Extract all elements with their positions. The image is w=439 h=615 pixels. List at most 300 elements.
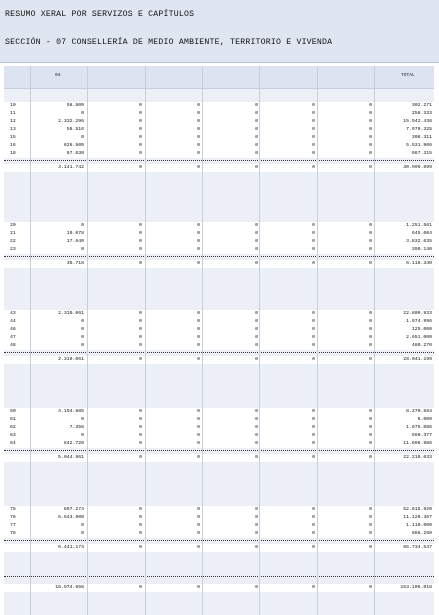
row-total-value: 15.942.438: [403, 119, 432, 124]
row-value: 0: [255, 143, 258, 148]
row-value: 5.543.900: [58, 515, 84, 520]
row-value: 0: [369, 119, 372, 124]
row-value: 0: [369, 357, 372, 362]
row-value: 0: [312, 523, 315, 528]
row-value: 0: [255, 343, 258, 348]
subtotal-row: [4, 544, 434, 552]
row-total-value: 5.000: [417, 417, 432, 422]
row-value: 0: [197, 425, 200, 430]
row-code: 10: [10, 103, 16, 108]
row-value: 0: [139, 545, 142, 550]
row-value: 0: [197, 357, 200, 362]
row-value: 0: [312, 585, 315, 590]
row-value: 0: [369, 409, 372, 414]
row-value: 0: [81, 343, 84, 348]
row-value: 0: [255, 135, 258, 140]
column-header-4: [202, 66, 260, 89]
row-value: 0: [139, 357, 142, 362]
table-row: [4, 102, 434, 110]
table-row: [4, 230, 434, 238]
row-value: 0: [197, 311, 200, 316]
row-value: 0: [312, 231, 315, 236]
row-value: 0: [139, 335, 142, 340]
row-value: 626.500: [63, 143, 84, 148]
row-total-value: 645.004: [411, 231, 432, 236]
row-value: 7.356: [69, 425, 84, 430]
row-code: 21: [10, 231, 16, 236]
row-value: 0: [139, 239, 142, 244]
table-row: [4, 142, 434, 150]
table-row: [4, 118, 434, 126]
row-value: 0: [139, 523, 142, 528]
row-value: 0: [139, 127, 142, 132]
row-value: 0: [369, 111, 372, 116]
column-divider: [202, 66, 203, 615]
row-value: 0: [139, 111, 142, 116]
row-value: 0: [312, 425, 315, 430]
row-value: 0: [255, 409, 258, 414]
subtotal-row: [4, 454, 434, 462]
row-value: 0: [312, 441, 315, 446]
row-code: 12: [10, 119, 16, 124]
row-value: 0: [139, 441, 142, 446]
row-value: 0: [255, 311, 258, 316]
row-value: 0: [197, 455, 200, 460]
row-total-value: 5.531.906: [406, 143, 432, 148]
row-value: 0: [197, 441, 200, 446]
row-total-value: 6.119.340: [406, 261, 432, 266]
table-row: [4, 530, 434, 538]
row-value: 0: [197, 409, 200, 414]
subtotal-row: [4, 356, 434, 364]
row-code: 46: [10, 327, 16, 332]
column-header-6: [317, 66, 375, 89]
row-total-value: 480.270: [411, 343, 432, 348]
row-value: 0: [255, 515, 258, 520]
column-divider: [87, 66, 88, 615]
subtotal-row: [4, 260, 434, 268]
row-total-value: 888.260: [411, 531, 432, 536]
row-value: 0: [139, 343, 142, 348]
row-value: 6.441.174: [58, 545, 84, 550]
row-value: 0: [197, 343, 200, 348]
row-value: 0: [197, 127, 200, 132]
column-header-total: [374, 66, 434, 89]
row-value: 0: [255, 455, 258, 460]
column-header-3: [145, 66, 203, 89]
row-value: 0: [139, 409, 142, 414]
row-total-value: 11.698.986: [403, 441, 432, 446]
subtotal-separator: [4, 450, 434, 451]
row-value: 0: [312, 357, 315, 362]
row-value: 0: [197, 319, 200, 324]
table-row: [4, 110, 434, 118]
row-value: 0: [312, 247, 315, 252]
row-total-value: 1.251.561: [406, 223, 432, 228]
row-value: 0: [255, 247, 258, 252]
row-value: 0: [139, 311, 142, 316]
row-value: 0: [255, 103, 258, 108]
row-value: 0: [139, 425, 142, 430]
table-row: [4, 134, 434, 142]
row-value: 0: [312, 127, 315, 132]
column-label-04: 04: [55, 73, 61, 78]
row-value: 0: [312, 103, 315, 108]
row-value: 0: [81, 247, 84, 252]
row-value: 0: [139, 165, 142, 170]
row-value: 0: [197, 143, 200, 148]
row-value: 0: [312, 417, 315, 422]
row-value: 0: [197, 515, 200, 520]
row-total-value: 258.333: [411, 111, 432, 116]
row-value: 0: [369, 433, 372, 438]
row-value: 0: [255, 417, 258, 422]
row-value: 0: [197, 111, 200, 116]
table-row: [4, 334, 434, 342]
row-value: 0: [369, 455, 372, 460]
table-row: [4, 408, 434, 416]
row-value: 0: [369, 261, 372, 266]
row-code: 44: [10, 319, 16, 324]
row-value: 0: [139, 585, 142, 590]
row-value: 0: [197, 433, 200, 438]
row-value: 0: [369, 507, 372, 512]
row-value: 0: [312, 311, 315, 316]
table-row: [4, 432, 434, 440]
row-code: 62: [10, 425, 16, 430]
row-total-value: 28.041.199: [403, 357, 432, 362]
column-divider: [30, 66, 31, 615]
row-code: 18: [10, 151, 16, 156]
row-value: 67.630: [66, 151, 84, 156]
row-total-value: 125.000: [411, 327, 432, 332]
row-value: 0: [312, 111, 315, 116]
row-value: 0: [369, 165, 372, 170]
row-value: 16.974.656: [55, 585, 84, 590]
row-value: 3.141.742: [58, 165, 84, 170]
row-value: 0: [81, 523, 84, 528]
row-code: 64: [10, 441, 16, 446]
row-code: 78: [10, 531, 16, 536]
row-total-value: 11.120.367: [403, 515, 432, 520]
row-total-value: 1.974.996: [406, 319, 432, 324]
row-value: 0: [369, 151, 372, 156]
row-value: 0: [139, 507, 142, 512]
row-value: 0: [312, 507, 315, 512]
table-row: [4, 310, 434, 318]
row-value: 56.516: [66, 127, 84, 132]
row-value: 0: [369, 441, 372, 446]
row-total-value: 153.105.018: [400, 585, 432, 590]
row-value: 0: [312, 135, 315, 140]
row-value: 0: [312, 165, 315, 170]
subtotal-separator: [4, 352, 434, 353]
row-value: 0: [81, 327, 84, 332]
row-value: 0: [197, 417, 200, 422]
row-value: 0: [255, 531, 258, 536]
row-total-value: 1.675.086: [406, 425, 432, 430]
row-code: 13: [10, 127, 16, 132]
row-value: 0: [197, 135, 200, 140]
row-value: 0: [255, 319, 258, 324]
row-total-value: 65.734.547: [403, 545, 432, 550]
row-value: 0: [369, 417, 372, 422]
row-value: 0: [369, 515, 372, 520]
row-value: 0: [197, 335, 200, 340]
column-divider: [317, 66, 318, 615]
row-value: 0: [312, 343, 315, 348]
row-value: 0: [81, 223, 84, 228]
row-value: 0: [369, 335, 372, 340]
column-divider: [374, 66, 375, 615]
table-row: [4, 416, 434, 424]
row-value: 0: [312, 335, 315, 340]
row-value: 58.800: [66, 103, 84, 108]
row-total-value: 308.311: [411, 135, 432, 140]
row-total-value: 22.809.933: [403, 311, 432, 316]
row-code: 76: [10, 515, 16, 520]
row-value: 0: [255, 433, 258, 438]
row-value: 17.640: [66, 239, 84, 244]
row-code: 63: [10, 433, 16, 438]
row-value: 2.310.061: [58, 357, 84, 362]
column-divider: [259, 66, 260, 615]
report-header: [0, 0, 439, 63]
row-value: 0: [312, 239, 315, 244]
row-value: 0: [369, 523, 372, 528]
row-value: 4.194.885: [58, 409, 84, 414]
row-value: 0: [312, 151, 315, 156]
row-total-value: 667.315: [411, 151, 432, 156]
row-value: 0: [197, 507, 200, 512]
row-total-value: 8.270.584: [406, 409, 432, 414]
table-row: [4, 238, 434, 246]
row-value: 2.310.061: [58, 311, 84, 316]
table-row: [4, 440, 434, 448]
row-value: 0: [255, 239, 258, 244]
row-value: 0: [255, 507, 258, 512]
subtotal-separator: [4, 160, 434, 161]
row-value: 0: [139, 319, 142, 324]
row-value: 0: [312, 143, 315, 148]
row-value: 0: [139, 151, 142, 156]
row-value: 0: [369, 103, 372, 108]
summary-table: [4, 66, 434, 615]
row-value: 0: [197, 523, 200, 528]
row-value: 0: [255, 545, 258, 550]
row-value: 0: [197, 119, 200, 124]
row-value: 0: [255, 151, 258, 156]
row-value: 0: [255, 357, 258, 362]
table-row: [4, 342, 434, 350]
row-value: 0: [139, 119, 142, 124]
subtotal-separator: [4, 540, 434, 541]
column-header-2: [87, 66, 146, 89]
row-value: 0: [139, 247, 142, 252]
column-header-04: [30, 66, 88, 89]
row-value: 0: [197, 261, 200, 266]
row-value: 0: [197, 327, 200, 332]
row-value: 0: [369, 127, 372, 132]
row-value: 0: [369, 327, 372, 332]
row-value: 0: [255, 441, 258, 446]
row-total-value: 1.110.000: [406, 523, 432, 528]
column-header-code: [4, 66, 31, 89]
row-value: 19.078: [66, 231, 84, 236]
row-code: 11: [10, 111, 16, 116]
table-row: [4, 246, 434, 254]
row-value: 5.044.961: [58, 455, 84, 460]
row-value: 0: [81, 111, 84, 116]
row-total-value: 2.651.000: [406, 335, 432, 340]
row-total-value: 7.979.325: [406, 127, 432, 132]
row-value: 0: [197, 585, 200, 590]
table-row: [4, 506, 434, 514]
row-code: 15: [10, 135, 16, 140]
row-value: 0: [312, 409, 315, 414]
row-code: 22: [10, 239, 16, 244]
row-total-value: 390.140: [411, 247, 432, 252]
subtotal-separator: [4, 256, 434, 257]
row-value: 0: [197, 545, 200, 550]
row-value: 0: [369, 239, 372, 244]
row-value: 0: [139, 327, 142, 332]
table-row: [4, 424, 434, 432]
row-value: 0: [369, 585, 372, 590]
row-code: 61: [10, 417, 16, 422]
table-row: [4, 126, 434, 134]
subtotal-separator: [4, 576, 434, 577]
row-value: 0: [139, 135, 142, 140]
row-value: 0: [255, 119, 258, 124]
column-divider: [145, 66, 146, 615]
table-row: [4, 150, 434, 158]
row-code: 77: [10, 523, 16, 528]
row-value: 0: [312, 545, 315, 550]
row-value: 0: [197, 531, 200, 536]
row-value: 0: [312, 327, 315, 332]
row-value: 0: [369, 425, 372, 430]
row-code: 43: [10, 311, 16, 316]
subtotal-row: [4, 584, 434, 592]
row-value: 0: [81, 319, 84, 324]
column-label-total: TOTAL: [401, 73, 415, 78]
row-code: 48: [10, 343, 16, 348]
table-row: [4, 522, 434, 530]
row-value: 0: [255, 111, 258, 116]
row-value: 897.274: [63, 507, 84, 512]
row-value: 0: [197, 165, 200, 170]
row-value: 0: [312, 433, 315, 438]
row-value: 0: [139, 223, 142, 228]
row-value: 0: [312, 455, 315, 460]
row-value: 0: [81, 433, 84, 438]
row-value: 842.720: [63, 441, 84, 446]
row-value: 0: [139, 433, 142, 438]
subtotal-row: [4, 164, 434, 172]
row-value: 0: [81, 531, 84, 536]
row-code: 23: [10, 247, 16, 252]
row-code: 16: [10, 143, 16, 148]
row-value: 0: [369, 319, 372, 324]
row-value: 0: [197, 103, 200, 108]
table-row: [4, 222, 434, 230]
table-row: [4, 318, 434, 326]
row-value: 0: [255, 127, 258, 132]
row-value: 2.332.296: [58, 119, 84, 124]
row-value: 0: [197, 151, 200, 156]
row-value: 0: [312, 531, 315, 536]
row-value: 0: [139, 103, 142, 108]
row-value: 0: [139, 231, 142, 236]
row-value: 0: [139, 261, 142, 266]
row-value: 0: [139, 417, 142, 422]
row-value: 36.718: [66, 261, 84, 266]
row-value: 0: [255, 327, 258, 332]
table-row: [4, 326, 434, 334]
row-value: 0: [255, 523, 258, 528]
column-header-5: [259, 66, 318, 89]
row-value: 0: [139, 515, 142, 520]
row-total-value: 302.271: [411, 103, 432, 108]
row-value: 0: [197, 223, 200, 228]
row-value: 0: [255, 425, 258, 430]
row-total-value: 560.377: [411, 433, 432, 438]
row-value: 0: [369, 231, 372, 236]
row-value: 0: [255, 223, 258, 228]
row-value: 0: [139, 143, 142, 148]
row-value: 0: [369, 343, 372, 348]
row-value: 0: [81, 135, 84, 140]
row-value: 0: [369, 247, 372, 252]
row-value: 0: [197, 239, 200, 244]
row-total-value: 52.615.920: [403, 507, 432, 512]
row-value: 0: [369, 531, 372, 536]
row-value: 0: [369, 311, 372, 316]
row-value: 0: [197, 231, 200, 236]
table-row: [4, 514, 434, 522]
report-title: RESUMO XERAL POR SERVIZOS E CAPÍTULOS: [5, 10, 195, 19]
row-value: 0: [369, 135, 372, 140]
report-subtitle: SECCIÓN - 07 CONSELLERÍA DE MEDIO AMBIENTE, TERRITORIO E VIVENDA: [5, 38, 333, 47]
row-value: 0: [312, 261, 315, 266]
row-total-value: 30.999.899: [403, 165, 432, 170]
row-value: 0: [255, 165, 258, 170]
row-value: 0: [255, 261, 258, 266]
row-code: 75: [10, 507, 16, 512]
row-value: 0: [312, 319, 315, 324]
row-value: 0: [369, 545, 372, 550]
row-code: 60: [10, 409, 16, 414]
row-total-value: 22.210.033: [403, 455, 432, 460]
row-code: 47: [10, 335, 16, 340]
row-value: 0: [81, 417, 84, 422]
row-value: 0: [369, 143, 372, 148]
row-value: 0: [139, 531, 142, 536]
row-total-value: 3.832.635: [406, 239, 432, 244]
row-value: 0: [312, 223, 315, 228]
row-value: 0: [369, 223, 372, 228]
row-value: 0: [255, 585, 258, 590]
row-value: 0: [312, 119, 315, 124]
row-code: 20: [10, 223, 16, 228]
row-value: 0: [81, 335, 84, 340]
row-value: 0: [197, 247, 200, 252]
row-value: 0: [312, 515, 315, 520]
row-value: 0: [255, 231, 258, 236]
row-value: 0: [255, 335, 258, 340]
row-value: 0: [139, 455, 142, 460]
